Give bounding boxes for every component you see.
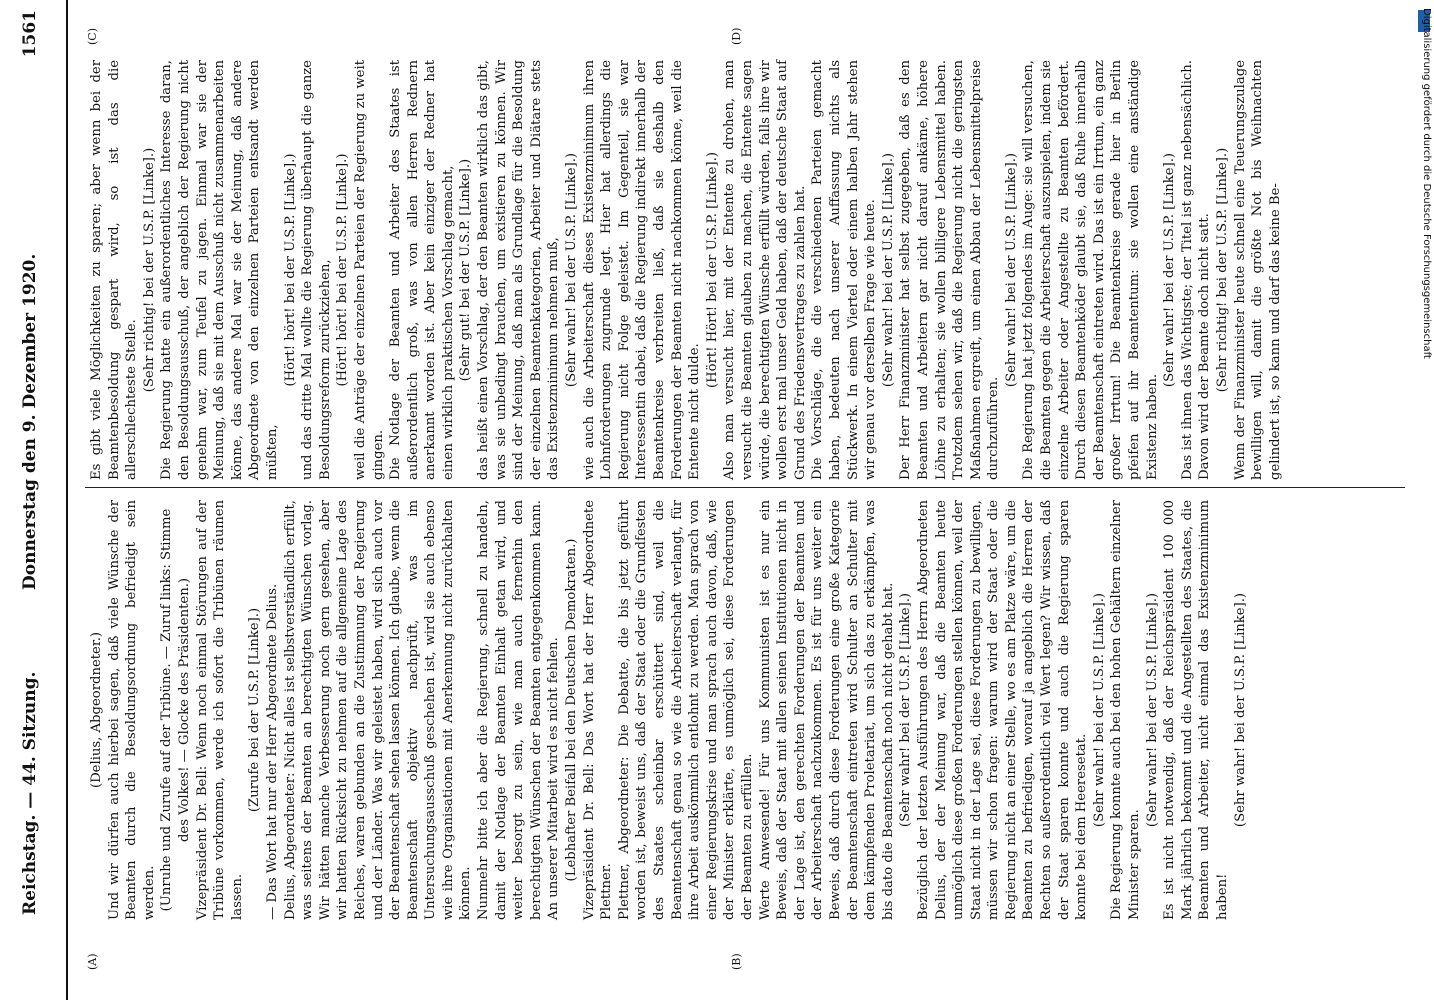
column1-paragraph: Die Regierung konnte auch bei den hohen Gehältern einzelner Minister sparen.: [1109, 500, 1143, 920]
column1-paragraph: Nunmehr bitte ich aber die Regierung, schnell zu handeln, damit der Notlage der Beamten Einhalt getan wird, und weiter besorgt zu sein, wie man auch fernerhin den berechtigten Wünschen der Beamten entgegenkommen kann. An unserer Mitarbeit wird es nicht fehlen.: [476, 500, 562, 920]
digitization-credit: [1418, 8, 1434, 988]
column2-paragraph: (Sehr wahr! bei der U.S.P. [Linke].): [1162, 152, 1178, 388]
column2-paragraph: Der Herr Finanzminister hat selbst zugegeben, daß es den Beamten und Arbeitern gar nicht darauf ankäme, höhere Löhne zu erhalten; sie wollen billigere Lebensmittel haben. Trotzdem sehen wir, daß die Regierung nicht die geringsten Maßnahmen ergreift, um einen Abbau der Lebensmittelpreise durchzuführen.: [898, 60, 1002, 480]
margin-marker-b: (B): [730, 953, 743, 970]
column2-paragraph: Die Vorschläge, die die verschiedenen Parteien gemacht haben, bedeuten nach unserer Auffassung nichts als Stückwerk. In einem Viertel oder einem halben Jahr stehen wir genau vor derselben Frage wie heute.: [810, 60, 879, 480]
column2-paragraph: (Sehr richtig! bei der U.S.P. [Linke].): [1215, 147, 1230, 393]
page-number: 1561: [20, 10, 40, 58]
column1-paragraph: (Lebhafter Beifall bei den Deutschen Demokraten.): [564, 538, 580, 882]
credit-text: Digitalisierung gefördert durch die Deutsche Forschungsgemeinschaft: [1421, 8, 1432, 359]
column2-paragraph: Wenn der Finanzminister heute schnell eine Teuerungszulage bewilligen will, damit die größte Not bis Weihnachten gelindert ist, so kann und darf das keine Be-: [1232, 60, 1283, 480]
column2-paragraph: das heißt einen Vorschlag, der den Beamten wirklich das gibt, was sie unbedingt brauchen, um existieren zu können. Wir sind der Meinung, daß man als Grundlage für die Besoldung der einzelnen Beamtenkategorien, Arbeiter und Diätare stets das Existenzminimum nehmen muß,: [476, 60, 562, 480]
column2-paragraph: (Sehr wahr! bei der U.S.P. [Linke].): [564, 152, 580, 388]
column2-paragraph: weil die Anträge der einzelnen Parteien der Regierung zu weit gingen.: [352, 60, 386, 480]
running-header: [20, 0, 60, 1000]
margin-marker-c: (C): [86, 28, 99, 45]
column2-paragraph: (Hört! hört! bei der U.S.P. [Linke].): [335, 153, 351, 387]
column2-paragraph: (Sehr richtig! bei der U.S.P. [Linke].): [141, 147, 157, 393]
header-left: Reichstag. — 44. Sitzung.: [20, 671, 40, 915]
column1-paragraph: Plettner, Abgeordneter: Die Debatte, die bis jetzt geführt worden ist, beweist uns, daß der Staat oder die Grundfesten des Staates scheinbar erschüttert sind, weil die Beamtenschaft genau so wie die Arbeiterschaft verlangt, für ihre Arbeit auskömmlich entlohnt zu werden. Man sprach von einer Regierungskrise und man sprach auch davon, daß, wie der Minister erklärte, es unmöglich sei, diese Forderungen der Beamten zu erfüllen.: [616, 500, 755, 920]
column1-paragraph: (Sehr wahr! bei der U.S.P. [Linke].): [1091, 592, 1107, 828]
column1-paragraph: (Unruhe und Zurufe auf der Tribüne. — Zuruf links: Stimme des Volkes! — Glocke des Präsidenten.): [159, 508, 192, 912]
column1-paragraph: (Sehr wahr! bei der U.S.P. [Linke].): [1144, 592, 1160, 828]
header-date: Donnerstag den 9. Dezember 1920.: [20, 253, 40, 590]
column1-paragraph: (Zurufe bei der U.S.P. [Linke].): [247, 607, 263, 813]
column-left: [88, 500, 1249, 920]
column1-paragraph: — Das Wort hat nur der Herr Abgeordnete Delius.: [264, 583, 280, 920]
column1-paragraph: Delius, Abgeordneter: Nicht alles ist selbstverständlich erfüllt, was seitens der Beamten an berechtigten Wünschen vorlag. Wir hätten manche Verbesserung noch gern gesehen, aber wir hatten Rücksicht zu nehmen auf die allgemeine Lage des Reiches, waren gebunden an die Zustimmung der Regierung und der Länder. Was wir geleistet haben, wird sich auch vor der Beamtenschaft sehen lassen können. Ich glaube, wenn die Beamtenschaft objektiv nachprüft, was im Untersuchungsausschuß geschehen ist, wird sie auch ebenso wie ihre Organisationen mit Anerkennung nicht zurückhalten können.: [282, 500, 474, 920]
column2-paragraph: und das dritte Mal wollte die Regierung überhaupt die ganze Besoldungsreform zurückziehen,: [300, 60, 333, 480]
column1-paragraph: (Delius, Abgeordneter.): [89, 631, 104, 789]
column1-paragraph: Vizepräsident Dr. Bell: Das Wort hat der Herr Abgeordnete Plettner.: [581, 500, 615, 920]
column-divider: [85, 487, 1405, 488]
column2-paragraph: Die Notlage der Beamten und Arbeiter des Staates ist außerordentlich groß, was von allen Herren Rednern anerkannt worden ist. Aber kein einziger der Redner hat einen wirklich praktischen Vorschlag gemacht,: [388, 60, 456, 480]
column1-paragraph: (Sehr wahr! bei der U.S.P. [Linke].): [1232, 592, 1248, 828]
column2-paragraph: (Sehr gut! bei der U.S.P. [Linke].): [458, 158, 474, 382]
column1-paragraph: Es ist nicht notwendig, daß der Reichspräsident 100 000 Mark jährlich bekommt und die Angestellten des Staates, die Beamten und Arbeiter, nicht einmal das Existenzminimum haben!: [1162, 500, 1230, 920]
column1-paragraph: Vizepräsident Dr. Bell: Wenn noch einmal Störungen auf der Tribüne vorkommen, werde ich sofort die Tribünen räumen lassen.: [194, 500, 245, 920]
column2-paragraph: Es gibt viele Möglichkeiten zu sparen; aber wenn bei der Beamtenbesoldung gespart wird, so ist das die allerschlechteste Stelle.: [89, 60, 140, 480]
column-right: [88, 60, 1284, 480]
column2-paragraph: (Sehr wahr! bei der U.S.P. [Linke].): [1003, 152, 1019, 388]
column2-paragraph: (Hört! hört! bei der U.S.P. [Linke].): [282, 153, 298, 387]
column2-paragraph: (Sehr wahr! bei der U.S.P. [Linke].): [880, 152, 896, 388]
column2-paragraph: (Hört! Hört! bei der U.S.P. [Linke].): [704, 152, 720, 388]
column2-paragraph: Die Regierung hatte ein außerordentliches Interesse daran, den Besoldungsausschuß, der angeblich der Regierung nicht genehm war, zum Teufel zu jagen. Einmal war sie der Meinung, daß sie mit dem Ausschuß nicht zusammenarbeiten könne, das andere Mal war sie der Meinung, daß andere Abgeordnete von den einzelnen Parteien entsandt werden müßten,: [159, 60, 280, 480]
column1-paragraph: Und wir dürfen auch hierbei sagen, daß viele Wünsche der Beamten durch die Besoldungsordnung befriedigt sein werden.: [106, 500, 157, 920]
column2-paragraph: Die Regierung hat jetzt folgendes im Auge: sie will versuchen, die Beamten gegen die Arbeiterschaft auszuspielen, indem sie einzelne Arbeiter oder Angestellte zu Beamten befördert. Durch diesen Beamtenköder glaubt sie, daß Ruhe innerhalb der Beamtenschaft eintreten wird. Das ist ein Irrtum, ein ganz großer Irrtum! Die Beamtenkreise gerade hier in Berlin pfeifen auf ihr Beamtentum: sie wollen eine anständige Existenz haben.: [1021, 60, 1160, 480]
margin-marker-d: (D): [730, 27, 743, 45]
header-rule: [66, 0, 68, 1000]
column2-paragraph: wie auch die Arbeiterschaft dieses Existenzminimum ihren Lohnforderungen zugrunde legt. Hier hat allerdings die Regierung nicht Folge geleistet. Im Gegenteil, sie war Interessentin dabei, daß die Regierung indirekt innerhalb der Beamtenkreise verbreiten ließ, daß sie deshalb den Forderungen der Beamten nicht nachkommen könne, weil die Entente nicht dulde.: [581, 60, 703, 480]
margin-marker-a: (A): [86, 953, 99, 970]
column1-paragraph: Bezüglich der letzten Ausführungen des Herrn Abgeordneten Delius, der der Meinung war, daß die Beamten heute unmöglich diese großen Forderungen stellen können, weil der Staat nicht in der Lage sei, diese Forderungen zu bewilligen, müssen wir schon fragen: warum wird der Staat oder die Regierung nicht an einer Stelle, wo es am Platze wäre, um die Beamten zu befriedigen, worauf ja angeblich die Herren der Rechten so außerordentlich viel Wert legen? Wir wissen, daß der Staat sparen konnte und auch die Regierung sparen konnte bei dem Heeresetat.: [915, 500, 1090, 920]
column2-paragraph: Also man versucht hier, mit der Entente zu drohen, man versucht die Beamten glauben zu machen, die Entente sagen würde, die berechtigten Wünsche erfüllt würden, falls ihre wir wollen erst mal unser Geld haben, daß der deutsche Staat auf Grund des Friedensvertrages zu zahlen hat.: [722, 60, 808, 480]
column1-paragraph: (Sehr wahr! bei der U.S.P. [Linke].): [898, 592, 914, 828]
column1-paragraph: Werte Anwesende! Für uns Kommunisten ist es nur ein Beweis, daß der Staat mit allen seinen Institutionen nicht in der Lage ist, den gerechten Forderungen der Beamten und der Arbeiterschaft nachzukommen. Es ist für uns weiter ein Beweis, daß durch diese Forderungen eine große Kategorie der Beamtenschaft eintreten wird Schulter an Schulter mit dem kämpfenden Proletariat, um sich das zu erkämpfen, was bis dato die Beamtenschaft noch nicht gehabt hat.: [757, 500, 896, 920]
column2-paragraph: Das ist ihnen das Wichtigste; der Titel ist ganz nebensächlich. Davon wird der Beamte doch nicht satt.: [1179, 60, 1213, 480]
